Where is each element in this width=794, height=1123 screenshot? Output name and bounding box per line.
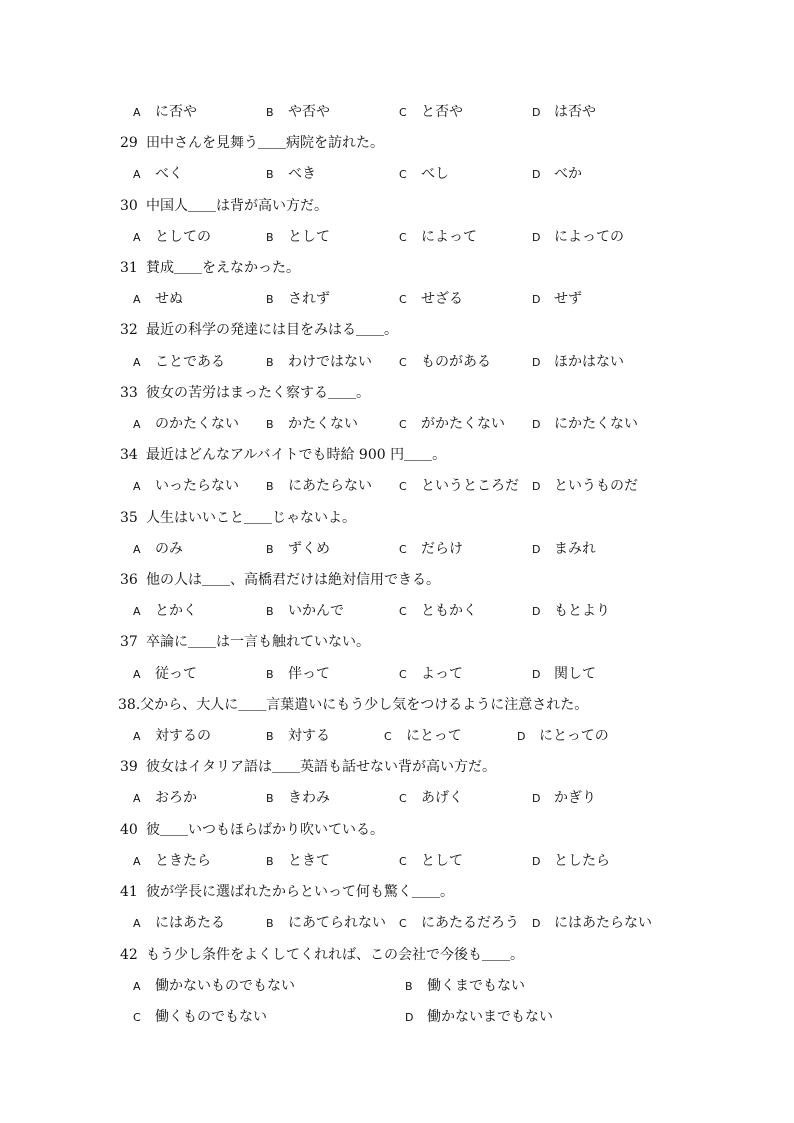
question-40 [120,821,384,839]
option-text: 働かないものでもない [155,978,295,994]
option-letter: B [266,668,274,681]
option-text: によって [421,229,477,245]
option-letter: B [266,855,274,868]
option-b[interactable] [266,540,330,559]
option-b[interactable] [266,228,330,247]
question-number: 30 [120,198,138,214]
question-text: 最近はどんなアルバイトでも時給 900 円＿＿。 [146,447,447,463]
option-letter: B [266,106,274,119]
options-row-q41 [0,914,794,932]
option-letter: A [133,668,141,681]
options-row-q39 [0,789,794,807]
question-number: 31 [120,260,138,276]
option-text: きわみ [288,790,330,806]
option-a[interactable] [133,727,211,746]
options-row-q33 [0,415,794,433]
option-letter: C [133,1011,141,1024]
option-letter: C [399,231,407,244]
option-b[interactable] [266,290,330,309]
option-text: 対するの [155,728,211,744]
option-letter: A [133,106,141,119]
option-letter: D [532,792,541,805]
option-letter: D [405,1011,414,1024]
option-letter: D [532,293,541,306]
option-letter: B [266,418,274,431]
option-text: にかたくない [554,416,638,432]
option-text: もとより [554,603,610,619]
option-text: ともかく [421,603,477,619]
option-letter: B [266,792,274,805]
option-letter: A [133,231,141,244]
option-text: 関して [554,666,596,682]
option-letter: C [399,792,407,805]
option-letter: A [133,917,141,930]
option-text: ずくめ [288,541,330,557]
question-number: 36 [120,572,138,588]
option-a[interactable] [133,540,183,559]
option-text: せず [554,291,582,307]
question-number: 41 [120,884,138,900]
option-a[interactable] [133,789,197,808]
option-text: ものがある [421,354,491,370]
option-text: べく [155,166,183,182]
option-d[interactable] [532,290,582,309]
question-text: 彼＿＿いつもほらばかり吹いている。 [146,822,384,838]
option-b[interactable] [266,914,386,933]
option-text: べし [421,166,449,182]
option-text: や否や [288,104,330,120]
option-b[interactable] [266,602,344,621]
option-letter: B [266,917,274,930]
option-d[interactable] [532,852,610,871]
option-letter: D [517,730,526,743]
question-number: 35 [120,510,138,526]
question-30 [120,197,328,215]
question-number: 37 [120,634,138,650]
question-number: 38. [118,697,141,713]
option-c[interactable] [399,852,463,871]
option-d[interactable] [532,602,610,621]
question-text: 人生はいいこと＿＿じゃないよ。 [146,510,356,526]
options-row-q34 [0,477,794,495]
option-letter: D [532,356,541,369]
options-row-q30 [0,228,794,246]
option-d[interactable] [532,477,638,496]
option-d[interactable] [405,1008,553,1027]
option-text: まみれ [554,541,596,557]
option-letter: D [532,480,541,493]
option-letter: A [133,543,141,556]
option-c[interactable] [399,353,491,372]
option-letter: A [133,855,141,868]
option-a[interactable] [133,165,183,184]
option-letter: C [399,168,407,181]
option-text: は否や [554,104,596,120]
question-37 [120,633,370,651]
option-text: よって [421,666,463,682]
question-number: 29 [120,135,138,151]
option-c[interactable] [399,228,477,247]
option-text: にとっての [539,728,609,744]
question-text: 賛成＿＿をえなかった。 [146,260,300,276]
option-text: だらけ [421,541,463,557]
option-letter: D [532,668,541,681]
option-text: にとって [406,728,462,744]
option-letter: A [133,792,141,805]
option-c[interactable] [399,789,463,808]
options-row-q38 [0,727,794,745]
option-c[interactable] [399,477,519,496]
option-text: としたら [554,853,610,869]
option-c[interactable] [399,415,505,434]
option-d[interactable] [532,228,624,247]
options-row-q36 [0,602,794,620]
option-text: によっての [554,229,624,245]
option-text: というものだ [554,478,638,494]
option-text: にあてられない [288,915,386,931]
option-b[interactable] [266,727,330,746]
option-c[interactable] [384,727,462,746]
option-text: あげく [421,790,463,806]
option-b[interactable] [266,789,330,808]
option-text: ほかはない [554,354,624,370]
option-c[interactable] [399,290,463,309]
option-text: ときて [288,853,330,869]
options-row-q28 [0,103,794,121]
option-b[interactable] [266,415,358,434]
option-d[interactable] [532,665,596,684]
option-text: べき [288,166,316,182]
option-a[interactable] [133,228,211,247]
option-c[interactable] [399,602,477,621]
option-c[interactable] [133,1008,267,1027]
option-a[interactable] [133,290,183,309]
option-letter: C [399,605,407,618]
question-41 [120,883,454,901]
option-text: としての [155,229,211,245]
question-text: 中国人＿＿は背が高い方だ。 [146,198,328,214]
option-letter: A [133,168,141,181]
option-b[interactable] [266,852,330,871]
option-letter: C [384,730,392,743]
option-letter: A [133,730,141,743]
options-row-q40 [0,852,794,870]
option-letter: D [532,106,541,119]
option-text: ときたら [155,853,211,869]
options-row-q35 [0,540,794,558]
option-letter: B [266,480,274,493]
option-d[interactable] [517,727,609,746]
option-text: にあたるだろう [421,915,519,931]
option-letter: D [532,231,541,244]
option-text: かぎり [554,790,596,806]
option-text: わけではない [288,354,372,370]
option-letter: B [266,293,274,306]
question-number: 33 [120,385,138,401]
option-text: にあたらない [288,478,372,494]
option-a[interactable] [133,477,239,496]
option-letter: D [532,855,541,868]
options-row-q37 [0,665,794,683]
question-text: 父から、大人に＿＿言葉遣いにもう少し気をつけるように注意された。 [140,697,589,713]
option-letter: D [532,605,541,618]
option-b[interactable] [405,977,525,996]
question-text: 田中さんを見舞う＿＿病院を訪れた。 [146,135,384,151]
option-d[interactable] [532,353,624,372]
option-letter: A [133,293,141,306]
option-c[interactable] [399,103,463,122]
option-text: とかく [155,603,197,619]
question-number: 42 [120,947,138,963]
question-text: 彼女はイタリア語は＿＿英語も話せない背が高い方だ。 [146,759,496,775]
option-text: というところだ [421,478,519,494]
option-text: にはあたる [155,915,225,931]
option-d[interactable] [532,415,638,434]
option-text: のみ [155,541,183,557]
option-letter: A [133,980,141,993]
question-38 [118,696,588,714]
option-letter: A [133,480,141,493]
option-letter: A [133,605,141,618]
options-row-q42-first [0,977,794,995]
option-text: のかたくない [155,416,239,432]
option-a[interactable] [133,103,197,122]
option-text: せざる [421,291,463,307]
question-29 [120,134,384,152]
option-letter: D [532,418,541,431]
option-b[interactable] [266,665,330,684]
option-d[interactable] [532,914,652,933]
option-letter: A [133,356,141,369]
question-32 [120,321,398,339]
option-text: がかたくない [421,416,505,432]
option-b[interactable] [266,477,372,496]
question-number: 40 [120,822,138,838]
option-c[interactable] [399,165,449,184]
option-letter: C [399,418,407,431]
question-number: 34 [120,447,138,463]
question-text: 彼女の苦労はまったく察する＿＿。 [146,385,370,401]
option-text: 伴って [288,666,330,682]
question-text: 卒論に＿＿は一言も触れていない。 [146,634,370,650]
option-letter: C [399,543,407,556]
option-letter: C [399,668,407,681]
question-42 [120,946,524,964]
option-letter: B [266,231,274,244]
options-row-q32 [0,353,794,371]
option-letter: B [405,980,413,993]
option-letter: B [266,605,274,618]
option-text: 従って [155,666,197,682]
option-letter: C [399,293,407,306]
question-number: 39 [120,759,138,775]
option-letter: C [399,917,407,930]
option-letter: B [266,356,274,369]
option-text: べか [554,166,582,182]
question-text: 他の人は＿＿、高橋君だけは絶対信用できる。 [146,572,440,588]
options-row-q31 [0,290,794,308]
question-35 [120,509,356,527]
option-text: にはあたらない [554,915,652,931]
option-letter: D [532,917,541,930]
option-letter: B [266,168,274,181]
option-letter: C [399,855,407,868]
option-text: 働くまでもない [427,978,525,994]
question-text: 彼が学長に選ばれたからといって何も驚く＿＿。 [146,884,454,900]
option-text: されず [288,291,330,307]
option-text: として [288,229,330,245]
option-letter: D [532,543,541,556]
options-row-q42-second [0,1008,794,1026]
option-text: かたくない [288,416,358,432]
option-text: 対する [288,728,330,744]
option-letter: C [399,106,407,119]
option-d[interactable] [532,103,596,122]
option-text: おろか [155,790,197,806]
option-d[interactable] [532,789,596,808]
option-text: ことである [155,354,225,370]
option-letter: A [133,418,141,431]
question-31 [120,259,300,277]
option-b[interactable] [266,353,372,372]
option-text: に否や [155,104,197,120]
question-number: 32 [120,322,138,338]
option-a[interactable] [133,977,295,996]
option-text: 働くものでもない [155,1009,267,1025]
option-text: として [421,853,463,869]
option-text: いかんで [288,603,344,619]
option-text: 働かないまでもない [427,1009,553,1025]
option-letter: C [399,480,407,493]
option-a[interactable] [133,602,197,621]
option-a[interactable] [133,353,225,372]
option-d[interactable] [532,540,596,559]
question-36 [120,571,440,589]
option-d[interactable] [532,165,582,184]
option-text: せぬ [155,291,183,307]
question-39 [120,758,496,776]
option-text: と否や [421,104,463,120]
option-b[interactable] [266,165,316,184]
option-c[interactable] [399,540,463,559]
option-c[interactable] [399,665,463,684]
option-c[interactable] [399,914,519,933]
question-33 [120,384,370,402]
option-a[interactable] [133,852,211,871]
option-a[interactable] [133,665,197,684]
option-a[interactable] [133,415,239,434]
option-letter: C [399,356,407,369]
options-row-q29 [0,165,794,183]
question-text: もう少し条件をよくしてくれれば、この会社で今後も＿＿。 [146,947,524,963]
option-letter: D [532,168,541,181]
option-b[interactable] [266,103,330,122]
option-text: いったらない [155,478,239,494]
option-letter: B [266,730,274,743]
option-letter: B [266,543,274,556]
option-a[interactable] [133,914,225,933]
question-34 [120,446,446,464]
question-text: 最近の科学の発達には目をみはる＿＿。 [146,322,398,338]
